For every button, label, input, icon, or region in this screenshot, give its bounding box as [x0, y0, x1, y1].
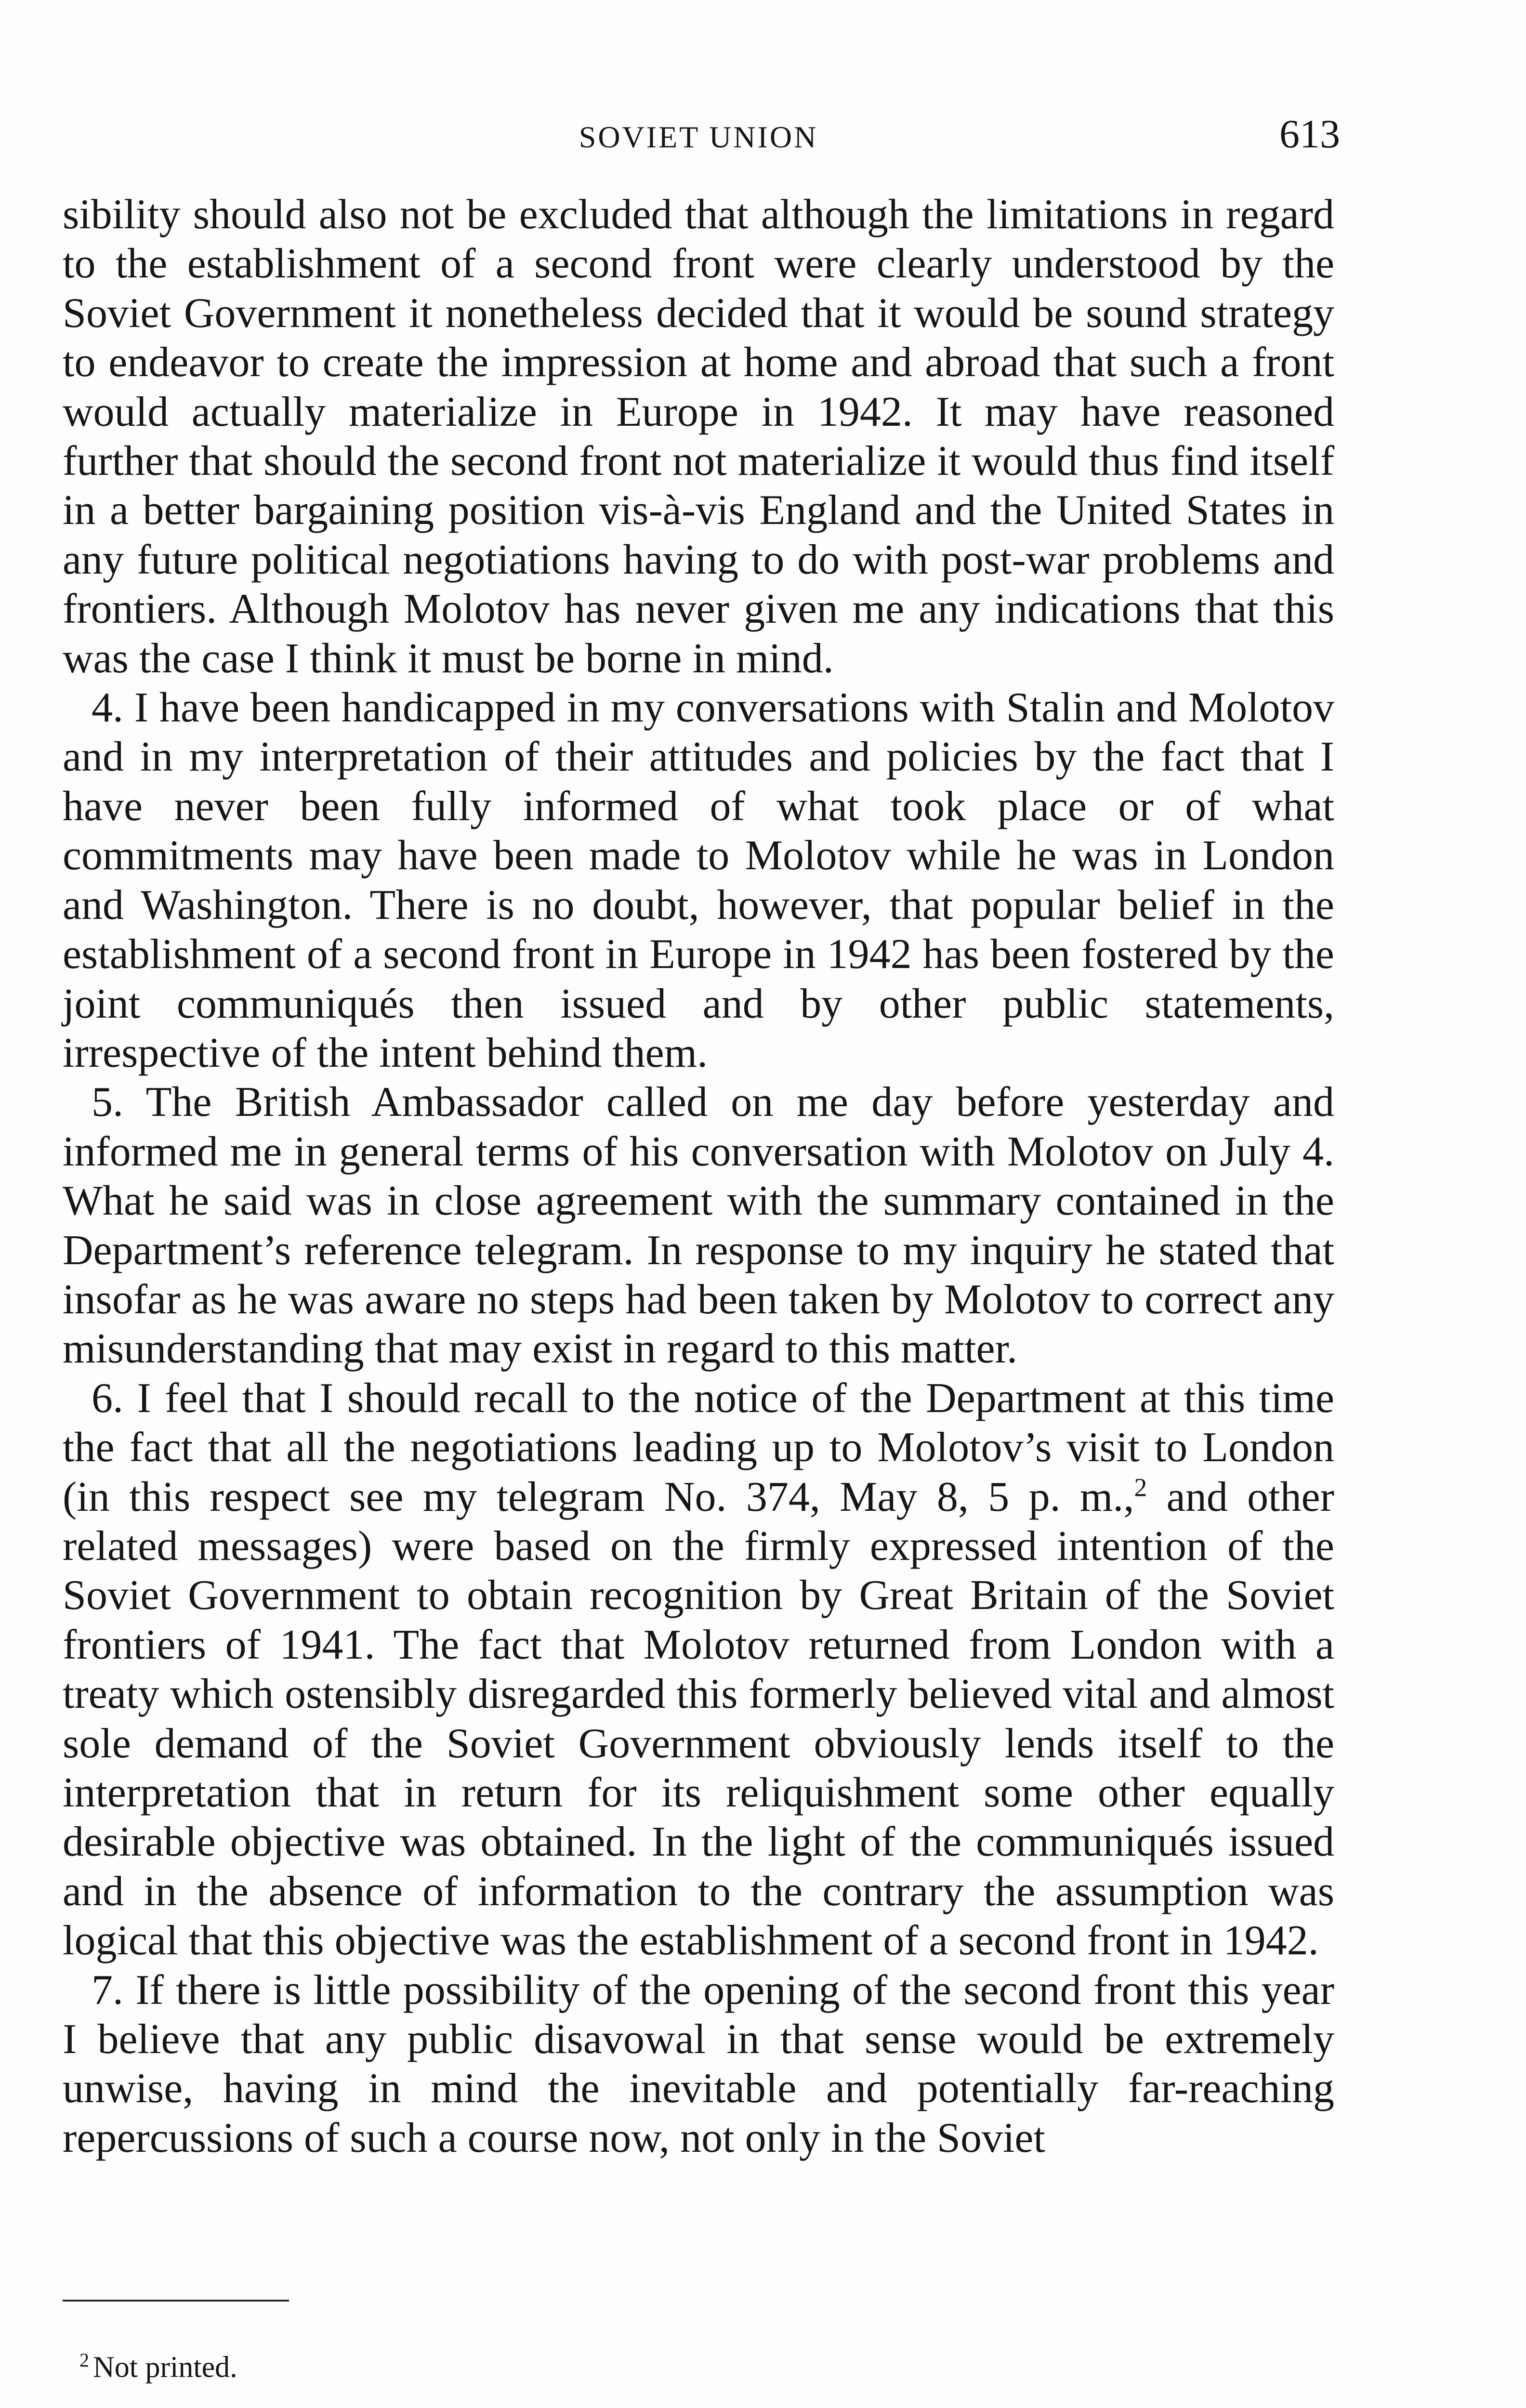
paragraph-6-before-ref: 6. I feel that I should recall to the notice of the Department at this time the fact that all the negotiations leading up to Molotov’s visit to London (in this respect see my telegram No. 374, May 8, 5 p. m.,	[63, 1374, 1334, 1520]
footnote-marker: 2	[79, 2349, 89, 2371]
page-number: 613	[1279, 112, 1340, 157]
body-text	[63, 190, 1334, 2163]
paragraph-continued: sibility should also not be excluded that although the limitations in regard to the establishment of a second front were clearly understood by the Soviet Government it nonetheless decided that it would be sound strategy to endeavor to create the impression at home and abroad that such a front would actually materialize in Europe in 1942. It may have reasoned further that should the second front not materialize it would thus find itself in a better bargaining position vis-à-vis England and the United States in any future political negotiations having to do with post-war problems and frontiers. Although Molotov has never given me any indications that this was the case I think it must be borne in mind.	[63, 191, 1334, 682]
running-title: SOVIET UNION	[579, 120, 818, 154]
paragraph-6-after-ref: and other related messages) were based on the firmly expressed intention of the Soviet Government to obtain recognition by Great Britain of the Soviet frontiers of 1941. The fact that Molotov returned from London with a treaty which ostensibly disregarded this formerly believed vital and almost sole demand of the Soviet Government obviously lends itself to the interpretation that in return for its reliquishment some other equally desirable objective was obtained. In the light of the communiqués issued and in the absence of information to the contrary the assumption was logical that this objective was the establishment of a second front in 1942.	[63, 1473, 1334, 1964]
footnote-divider	[63, 2300, 289, 2302]
paragraph-7: 7. If there is little possibility of the opening of the second front this year I believe that any public disavowal in that sense would be extremely unwise, having in mind the inevitable and potentially far-reaching repercussions of such a course now, not only in the Soviet	[63, 1966, 1334, 2161]
footnote-text: Not printed.	[93, 2351, 237, 2384]
footnote-reference: 2	[1134, 1473, 1147, 1502]
footnote	[79, 2343, 237, 2385]
paragraph-4: 4. I have been handicapped in my conversations with Stalin and Molotov and in my interpretation of their attitudes and policies by the fact that I have never been fully informed of what took place or of what commitments may have been made to Molotov while he was in London and Washington. There is no doubt, however, that popular belief in the establishment of a second front in Europe in 1942 has been fostered by the joint communiqués then issued and by other public statements, irrespective of the intent behind them.	[63, 684, 1334, 1076]
paragraph-6	[63, 1374, 1334, 1966]
page-header	[63, 111, 1340, 164]
paragraph-5: 5. The British Ambassador called on me day before yesterday and informed me in general terms of his conversation with Molotov on July 4. What he said was in close agreement with the summary contained in the Department’s reference telegram. In response to my inquiry he stated that insofar as he was aware no steps had been taken by Molotov to correct any misunderstanding that may exist in regard to this matter.	[63, 1079, 1334, 1373]
